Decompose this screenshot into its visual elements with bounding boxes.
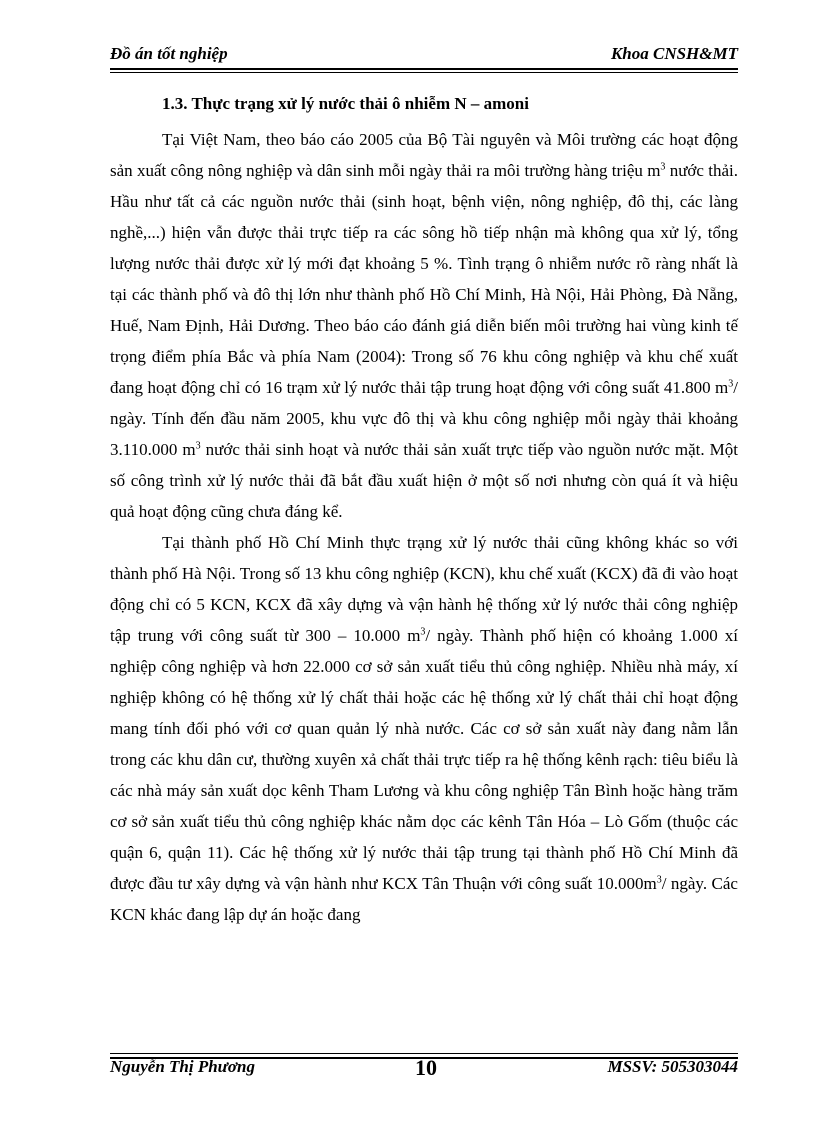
- p1-text-b: nước thải. Hầu như tất cả các nguồn nước thải (sinh hoạt, bệnh viện, nông nghiệp, đô thị, các làng nghề,...) hiện vẫn được thải trực tiếp ra các sông hồ tiếp nhận mà không qua xử lý, tổng lượng nước thải được xử lý mới đạt khoảng 5 %. Tình trạng ô nhiễm nước rõ ràng nhất là tại các thành phố và đô thị lớn như thành phố Hồ Chí Minh, Hà Nội, Hải Phòng, Đà Nẵng, Huế, Nam Định, Hải Dương. Theo báo cáo đánh giá diễn biến môi trường hai vùng kinh tế trọng điểm phía Bắc và phía Nam (2004): Trong số 76 khu công nghiệp và khu chế xuất đang hoạt động chỉ có 16 trạm xử lý nước thải tập trung hoạt động với công suất 41.800 m: [110, 161, 738, 397]
- footer-student-id: MSSV: 505303044: [607, 1057, 738, 1076]
- header-rule: [110, 68, 738, 70]
- header-rule-thin: [110, 72, 738, 73]
- header-left-title: Đồ án tốt nghiệp: [110, 44, 228, 63]
- paragraph-2: [110, 527, 738, 930]
- p2-text-b: / ngày. Thành phố hiện có khoảng 1.000 xí nghiệp công nghiệp và hơn 22.000 cơ sở sản xuất tiểu thủ công nghiệp. Nhiều nhà máy, xí nghiệp không có hệ thống xử lý chất thải hoặc các hệ thống xử lý chất thải chỉ hoạt động mang tính đối phó với cơ quan quản lý nhà nước. Các cơ sở sản xuất này đang nằm lẫn trong các khu dân cư, thường xuyên xả chất thải trực tiếp ra hệ thống kênh rạch: tiêu biểu là các nhà máy sản xuất dọc kênh Tham Lương và khu công nghiệp Tân Bình hoặc hàng trăm cơ sở sản xuất tiểu thủ công nghiệp khác nằm dọc các kênh Tân Hóa – Lò Gốm (thuộc các quận 6, quận 11). Các hệ thống xử lý nước thải tập trung tại thành phố Hồ Chí Minh đã được đầu tư xây dựng và vận hành như KCX Tân Thuận với công suất 10.000m: [110, 626, 738, 893]
- p2-sup-2: 3: [656, 874, 662, 886]
- p1-text-a: Tại Việt Nam, theo báo cáo 2005 của Bộ Tài nguyên và Môi trường các hoạt động sản xuất công nông nghiệp và dân sinh mỗi ngày thải ra môi trường hàng triệu m: [110, 130, 738, 180]
- section-heading: 1.3. Thực trạng xử lý nước thải ô nhiễm N – amoni: [162, 94, 529, 113]
- footer-author: Nguyễn Thị Phương: [110, 1057, 255, 1076]
- page-header: [110, 44, 738, 70]
- page-body: [110, 90, 738, 930]
- p1-text-d: nước thải sinh hoạt và nước thải sản xuất trực tiếp vào nguồn nước mặt. Một số công trình xử lý nước thải đã bắt đầu xuất hiện ở một số nơi nhưng còn quá ít và hiệu quả hoạt động cũng chưa đáng kể.: [110, 440, 739, 521]
- p2-sup-1: 3: [420, 626, 426, 638]
- p2-text-a: Tại thành phố Hồ Chí Minh thực trạng xử lý nước thải cũng không khác so với thành phố Hà Nội. Trong số 13 khu công nghiệp (KCN), khu chế xuất (KCX) đã đi vào hoạt động chỉ có 5 KCN, KCX đã xây dựng và vận hành hệ thống xử lý nước thải công nghiệp tập trung với công suất từ 300 – 10.000 m: [110, 533, 738, 645]
- p1-sup-1: 3: [660, 161, 666, 173]
- page-number: 10: [415, 1055, 437, 1080]
- p2-text-c: / ngày. Các KCN khác đang lập dự án hoặc đang: [110, 874, 738, 924]
- p1-sup-2: 3: [728, 378, 734, 390]
- header-right-title: Khoa CNSH&MT: [610, 44, 738, 63]
- footer-rule-thin: [110, 1053, 738, 1054]
- page-footer: [110, 1057, 738, 1087]
- p1-text-c: / ngày. Tính đến đầu năm 2005, khu vực đô thị và khu công nghiệp mỗi ngày thải khoảng 3.110.000 m: [110, 378, 738, 459]
- paragraph-1: [110, 124, 738, 527]
- p1-sup-3: 3: [195, 440, 201, 452]
